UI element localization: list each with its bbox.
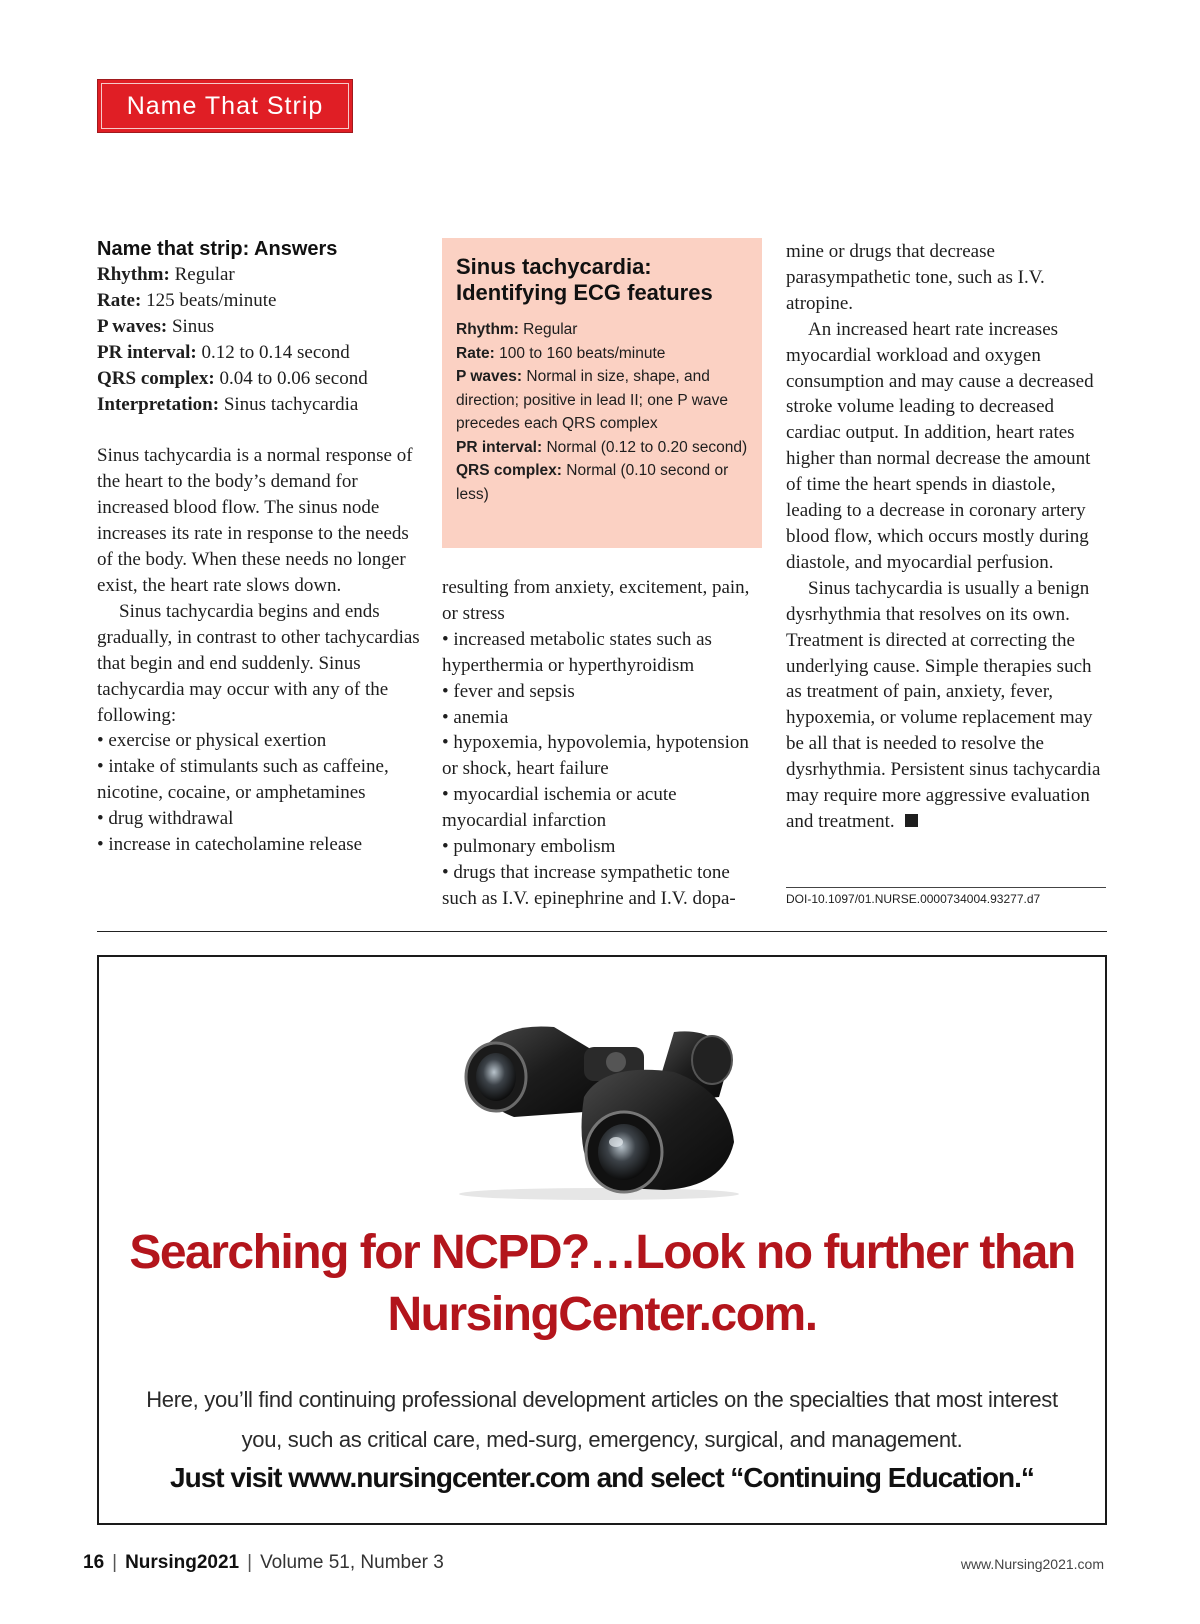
bullet-item: • drugs that increase sympathetic tone such as I.V. epinephrine and I.V. dopa- — [442, 861, 736, 909]
body-paragraph: Sinus tachycardia is a normal response of the heart to the body’s demand for increased blood flow. The sinus node increases its rate in response to the needs of the body. When these needs no longer exist, the heart rate slows down. — [97, 445, 413, 596]
article-column-3 — [786, 239, 1106, 835]
journal-name: Nursing2021 — [125, 1552, 240, 1573]
bullet-item: • increase in catecholamine release — [97, 834, 363, 856]
bullet-item: • increased metabolic states such as hyperthermia or hyperthyroidism — [442, 628, 712, 676]
body-paragraph: resulting from anxiety, excitement, pain, or stress — [442, 577, 750, 624]
binoculars-image — [434, 1002, 754, 1202]
page-divider — [97, 931, 1107, 932]
sidebar-item-rate: Rate: 100 to 160 beats/minute — [456, 344, 666, 362]
body-paragraph: Sinus tachycardia is usually a benign dysrhythmia that resolves on its own. Treatment is directed at correcting the underlying cause. Simple therapies such as treatment of pain, anxiety, fever, hypoxemia, or volume replacement may be all that is needed to resolve the dysrhythmia. Persistent sinus tachycardia may require more aggressive evaluation and treatment. — [786, 577, 1101, 832]
ad-headline: Searching for NCPD?…Look no further than NursingCenter.com. — [129, 1226, 1075, 1341]
bullet-item: • fever and sepsis — [442, 680, 575, 702]
page-number: 16 — [83, 1552, 105, 1573]
answer-pr-interval: PR interval: 0.12 to 0.14 second — [97, 341, 350, 363]
ad-call-to-action: Just visit www.nursingcenter.com and select “Continuing Education.“ — [170, 1462, 1034, 1493]
sidebar-item-rhythm: Rhythm: Regular — [456, 321, 578, 338]
article-column-2 — [442, 575, 762, 912]
doi-divider — [786, 887, 1106, 888]
sidebar-item-pr-interval: PR interval: Normal (0.12 to 0.20 second) — [456, 438, 748, 456]
end-of-article-mark — [905, 814, 918, 827]
page-footer — [0, 1552, 1200, 1580]
bullet-item: • intake of stimulants such as caffeine, nicotine, cocaine, or amphetamines — [97, 756, 389, 804]
answer-p-waves: P waves: Sinus — [97, 315, 215, 337]
sidebar-item-qrs-complex: QRS complex: Normal (0.10 second or less) — [456, 462, 729, 503]
bullet-item: • hypoxemia, hypovolemia, hypotension or shock, heart failure — [442, 732, 749, 780]
ecg-features-sidebar — [442, 238, 762, 548]
article-column-1 — [97, 236, 422, 858]
section-banner — [97, 79, 353, 133]
sidebar-item-p-waves: P waves: Normal in size, shape, and direction; positive in lead II; one P wave precedes each QRS complex — [456, 368, 728, 432]
footer-folio: 16 | Nursing2021 | Volume 51, Number 3 — [83, 1552, 444, 1573]
doi-text: DOI-10.1097/01.NURSE.0000734004.93277.d7 — [786, 892, 1041, 906]
footer-website: www.Nursing2021.com — [960, 1556, 1104, 1572]
section-banner-label: Name That Strip — [101, 83, 349, 129]
answer-qrs-complex: QRS complex: 0.04 to 0.06 second — [97, 367, 368, 389]
issue-info: Volume 51, Number 3 — [260, 1552, 444, 1573]
answer-rhythm: Rhythm: Regular — [97, 264, 235, 285]
body-paragraph: Sinus tachycardia begins and ends gradually, in contrast to other tachycardias that begin and end suddenly. Sinus tachycardia may occur with any of the following: — [97, 600, 420, 726]
bullet-item: • exercise or physical exertion — [97, 730, 327, 752]
answers-heading: Name that strip: Answers — [97, 238, 338, 260]
answer-rate: Rate: 125 beats/minute — [97, 289, 277, 311]
body-paragraph: mine or drugs that decrease parasympathetic tone, such as I.V. atropine. — [786, 241, 1045, 314]
ncpd-advertisement — [97, 955, 1107, 1525]
bullet-item: • drug withdrawal — [97, 808, 234, 830]
bullet-item: • anemia — [442, 706, 509, 728]
ad-body-text: Here, you’ll find continuing professional development articles on the specialties that most interest you, such as critical care, med-surg, emergency, surgical, and management. — [146, 1387, 1058, 1452]
body-paragraph: An increased heart rate increases myocardial workload and oxygen consumption and may cause a decreased stroke volume leading to decreased cardiac output. In addition, heart rates higher than normal decrease the amount of time the heart spends in diastole, leading to a decrease in coronary artery blood flow, which occurs mostly during diastole, and myocardial perfusion. — [786, 318, 1094, 573]
bullet-item: • pulmonary embolism — [442, 836, 616, 858]
answer-interpretation: Interpretation: Sinus tachycardia — [97, 393, 359, 415]
sidebar-title: Sinus tachycardia: Identifying ECG features — [456, 254, 713, 305]
bullet-item: • myocardial ischemia or acute myocardial infarction — [442, 784, 677, 832]
